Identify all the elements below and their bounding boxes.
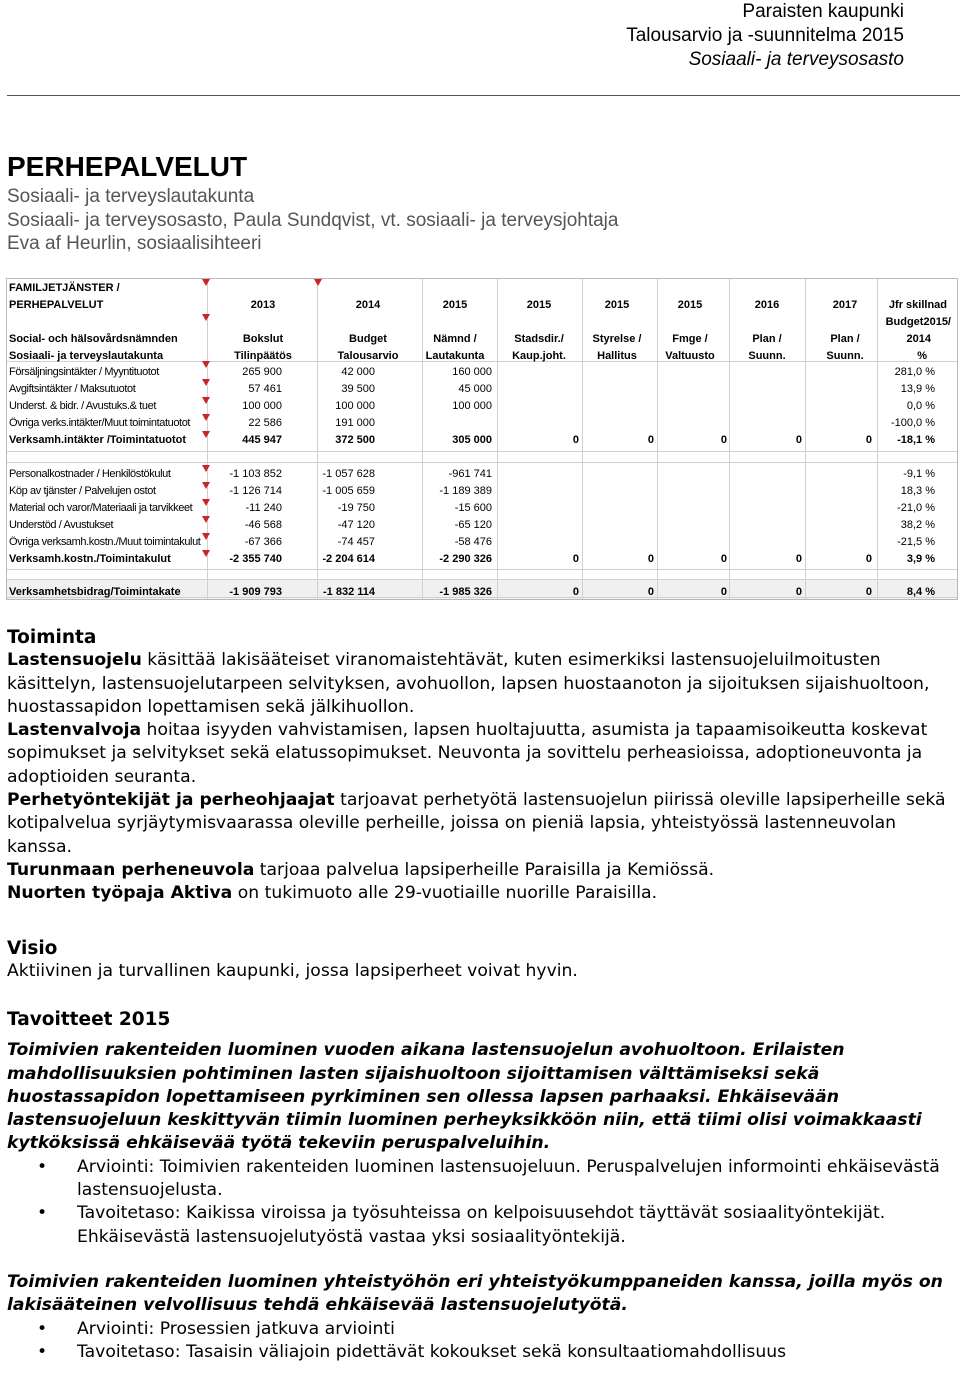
table-header-board-fi: Sosiaali- ja terveyslautakunta bbox=[9, 350, 164, 362]
column-type-sv: Nämnd / bbox=[433, 333, 477, 345]
goal-1-bullet-2 bbox=[7, 1202, 947, 1249]
comment-marker-icon bbox=[202, 314, 210, 321]
column-year: 2015 bbox=[442, 299, 468, 311]
goal-2: Toimivien rakenteiden luominen yhteistyöhön eri yhteistyökumppaneiden kanssa, joilla myös on lakisääteinen velvollisuus tehdä ehkäisevää lastensuojelutyötä. bbox=[7, 1271, 943, 1316]
net-total-row-value: 0 bbox=[720, 586, 727, 598]
column-type-sv: Plan / bbox=[752, 333, 782, 345]
grid-line bbox=[7, 462, 957, 463]
bullet-icon: • bbox=[37, 1203, 48, 1224]
cost-row-value: -1 189 389 bbox=[439, 485, 492, 497]
toiminta-paragraph-2 bbox=[7, 719, 947, 789]
table-header-title: PERHEPALVELUT bbox=[9, 299, 104, 311]
net-total-row-value: -1 832 114 bbox=[323, 586, 375, 598]
income-row-label: Försäljningsintäkter / Myyntituotot bbox=[9, 366, 159, 378]
column-type-fi: Suunn. bbox=[748, 350, 786, 362]
goal-2-bullet-2 bbox=[7, 1341, 947, 1364]
tavoitteet-section bbox=[7, 1008, 947, 1364]
grid-line bbox=[7, 579, 957, 580]
header-department: Sosiaali- ja terveysosasto bbox=[688, 49, 904, 70]
income-row-pct: 0,0 % bbox=[906, 400, 935, 412]
term-perhetyontekijat: Perhetyöntekijät ja perheohjaajat bbox=[7, 790, 335, 811]
income-row-value: 39 500 bbox=[341, 383, 375, 395]
goal-1: Toimivien rakenteiden luominen vuoden aikana lastensuojelun avohuoltoon. Erilaisten mahdollisuuksien pohtiminen lasten sijaishuoltoon sijoittamisen välttämiseksi sekä huostassapidon lopettamiseen pyrkiminen sen ollessa lapsen parhaaksi. Ehkäisevään lastensuojeluun keskittyvän tiimin luominen perheyksikköön niin, että tiimi olisi voimakkaasti kytköksissä ehkäisevää työtä tekeviin peruspalveluihin. bbox=[7, 1040, 922, 1154]
column-type-fi: Talousarvio bbox=[337, 350, 399, 362]
visio-heading: Visio bbox=[7, 938, 58, 959]
income-total-row-value: 372 500 bbox=[335, 434, 375, 446]
income-row-label: Underst. & bidr. / Avustuks.& tuet bbox=[9, 400, 157, 412]
cost-row-pct: -21,5 % bbox=[897, 536, 935, 548]
toiminta-paragraph-1 bbox=[7, 649, 947, 719]
grid-line bbox=[7, 451, 957, 452]
toiminta-section bbox=[7, 626, 947, 906]
cost-total-row-value: 0 bbox=[865, 553, 872, 565]
column-type-sv: Plan / bbox=[830, 333, 860, 345]
cost-row-label: Köp av tjänster / Palvelujen ostot bbox=[9, 485, 156, 497]
income-row-value: 100 000 bbox=[452, 400, 492, 412]
page-title: PERHEPALVELUT bbox=[7, 151, 248, 182]
cost-row-value: -961 741 bbox=[448, 468, 492, 480]
income-row-value: 100 000 bbox=[335, 400, 375, 412]
column-year: 2013 bbox=[250, 299, 276, 311]
tavoitteet-heading: Tavoitteet 2015 bbox=[7, 1009, 171, 1030]
cost-total-row-value: 0 bbox=[647, 553, 654, 565]
column-year: 2016 bbox=[754, 299, 780, 311]
text-perheneuvola: tarjoaa palvelua lapsiperheille Paraisilla ja Kemiössä. bbox=[254, 859, 715, 880]
subtitle-board: Sosiaali- ja terveyslautakunta bbox=[7, 186, 255, 207]
income-row-value: 42 000 bbox=[341, 366, 375, 378]
goal-1-evaluation: Arviointi: Toimivien rakenteiden luominen lastensuojeluun. Peruspalvelujen informointi ehkäisevästä lastensuojelusta. bbox=[77, 1156, 940, 1201]
income-row-value: 45 000 bbox=[458, 383, 492, 395]
visio-text: Aktiivinen ja turvallinen kaupunki, jossa lapsiperheet voivat hyvin. bbox=[7, 961, 578, 982]
cost-row-pct: -21,0 % bbox=[897, 502, 935, 514]
bullet-icon: • bbox=[37, 1318, 48, 1339]
toiminta-heading: Toiminta bbox=[7, 627, 97, 648]
term-lastensuojelu: Lastensuojelu bbox=[7, 650, 142, 671]
pct-header-3: 2014 bbox=[906, 333, 931, 345]
income-total-row-value: 305 000 bbox=[452, 434, 492, 446]
cost-total-row-value: -2 355 740 bbox=[229, 553, 282, 565]
income-total-row-value: 0 bbox=[720, 434, 727, 446]
header-org: Paraisten kaupunki bbox=[742, 1, 904, 22]
cost-total-row-value: 0 bbox=[572, 553, 579, 565]
table-header-fi-sv: FAMILJETJÄNSTER / bbox=[9, 282, 120, 294]
pct-header-1: Jfr skillnad bbox=[888, 299, 947, 311]
cost-total-row-pct: 3,9 % bbox=[906, 553, 935, 565]
cost-row-value: -67 366 bbox=[244, 536, 282, 548]
cost-row-value: -1 057 628 bbox=[322, 468, 375, 480]
cost-row-pct: -9,1 % bbox=[903, 468, 935, 480]
cost-row-value: -11 240 bbox=[245, 502, 282, 514]
column-type-sv: Bokslut bbox=[242, 333, 284, 345]
goal-2-target: Tavoitetaso: Tasaisin väliajoin pidettävät kokoukset sekä konsultaatiomahdollisuus bbox=[77, 1341, 787, 1362]
column-type-sv: Styrelse / bbox=[592, 333, 642, 345]
cost-row-label: Material och varor/Materiaali ja tarvikkeet bbox=[9, 502, 193, 514]
goal-2-bullet-1 bbox=[7, 1318, 947, 1341]
pct-header-2: Budget2015/ bbox=[885, 316, 951, 328]
cost-total-row-value: -2 290 326 bbox=[439, 553, 492, 565]
column-type-fi: Tilinpäätös bbox=[234, 350, 292, 362]
column-type-fi: Hallitus bbox=[597, 350, 637, 362]
income-row-pct: 281,0 % bbox=[894, 366, 935, 378]
income-total-row-value: 0 bbox=[795, 434, 802, 446]
cost-row-value: -19 750 bbox=[337, 502, 375, 514]
cost-row-value: -65 120 bbox=[454, 519, 492, 531]
cost-row-value: -74 457 bbox=[337, 536, 375, 548]
column-type-fi: Valtuusto bbox=[665, 350, 715, 362]
bullet-icon: • bbox=[37, 1156, 48, 1177]
income-row-value: 100 000 bbox=[242, 400, 282, 412]
cost-total-row-value: 0 bbox=[795, 553, 802, 565]
cost-total-row-value: 0 bbox=[720, 553, 727, 565]
income-total-row-value: 0 bbox=[647, 434, 654, 446]
income-total-row-label: Verksamh.intäkter /Toimintatuotot bbox=[9, 434, 187, 446]
term-tyopaja: Nuorten työpaja Aktiva bbox=[7, 883, 233, 904]
net-total-row-label: Verksamhetsbidrag/Toimintakate bbox=[9, 586, 181, 598]
income-total-row-value: 445 947 bbox=[242, 434, 282, 446]
income-row-pct: 13,9 % bbox=[900, 383, 935, 395]
column-type-sv: Stadsdir./ bbox=[514, 333, 564, 345]
cost-row-label: Personalkostnader / Henkilöstökulut bbox=[9, 468, 171, 480]
column-type-sv: Fmge / bbox=[672, 333, 708, 345]
budget-table bbox=[6, 278, 958, 600]
table-header-board-sv: Social- och hälsovårdsnämnden bbox=[9, 333, 178, 345]
column-year: 2015 bbox=[604, 299, 630, 311]
income-total-row-value: 0 bbox=[865, 434, 872, 446]
subtitle-block bbox=[7, 185, 618, 256]
toiminta-paragraph-3 bbox=[7, 789, 947, 859]
subtitle-department: Sosiaali- ja terveysosasto, Paula Sundqvist, vt. sosiaali- ja terveysjohtaja bbox=[7, 209, 619, 231]
header-divider bbox=[7, 95, 960, 96]
toiminta-paragraph-5 bbox=[7, 882, 947, 905]
column-year: 2017 bbox=[832, 299, 858, 311]
toiminta-paragraph-4 bbox=[7, 859, 947, 882]
text-lastenvalvoja: hoitaa isyyden vahvistamisen, lapsen huoltajuutta, asumista ja tapaamisoikeutta koskevat sopimukset ja selvitykset sekä elatussopimukset. Neuvonta ja sovittelu perheasioissa, adoptioneuvonta ja adoptioiden seuranta. bbox=[7, 720, 928, 787]
cost-row-label: Övriga verksamh.kostn./Muut toimintakulut bbox=[9, 536, 201, 548]
net-total-row-value: 0 bbox=[647, 586, 654, 598]
column-type-sv: Budget bbox=[349, 333, 387, 345]
goal-2-evaluation: Arviointi: Prosessien jatkuva arviointi bbox=[77, 1318, 395, 1339]
net-total-row-value: 0 bbox=[795, 586, 802, 598]
income-row-value: 265 900 bbox=[242, 366, 282, 378]
document-header bbox=[626, 0, 904, 72]
column-year: 2014 bbox=[355, 299, 381, 311]
bullet-icon: • bbox=[37, 1341, 48, 1362]
income-row-value: 57 461 bbox=[248, 383, 282, 395]
net-total-row-value: -1 985 326 bbox=[439, 586, 492, 598]
grid-line bbox=[7, 569, 957, 570]
term-lastenvalvoja: Lastenvalvoja bbox=[7, 720, 142, 741]
cost-row-pct: 38,2 % bbox=[900, 519, 935, 531]
pct-header-4: % bbox=[917, 350, 927, 362]
income-total-row-pct: -18,1 % bbox=[897, 434, 935, 446]
goal-1-target: Tavoitetaso: Kaikissa viroissa ja työsuhteissa on kelpoisuusehdot täyttävät sosiaalityöntekijät. Ehkäisevästä lastensuojelutyöstä vastaa yksi sosiaalityöntekijä. bbox=[77, 1203, 886, 1247]
cost-row-value: -1 005 659 bbox=[322, 485, 375, 497]
comment-marker-icon bbox=[314, 279, 322, 286]
goal-1-bullet-1 bbox=[7, 1156, 947, 1203]
cost-row-value: -1 126 714 bbox=[229, 485, 282, 497]
cost-row-value: -1 103 852 bbox=[229, 468, 282, 480]
income-row-label: Avgiftsintäkter / Maksutuotot bbox=[9, 383, 136, 395]
term-perheneuvola: Turunmaan perheneuvola bbox=[7, 859, 255, 880]
visio-section bbox=[7, 937, 947, 984]
column-year: 2015 bbox=[526, 299, 552, 311]
column-type-fi: Lautakunta bbox=[425, 350, 485, 362]
income-row-label: Övriga verks.intäkter/Muut toimintatuotot bbox=[9, 417, 191, 429]
cost-row-value: -46 568 bbox=[244, 519, 282, 531]
income-row-value: 160 000 bbox=[452, 366, 492, 378]
income-row-value: 191 000 bbox=[335, 417, 375, 429]
text-tyopaja: on tukimuoto alle 29-vuotiaille nuorille Paraisilla. bbox=[232, 883, 658, 904]
comment-marker-icon bbox=[202, 279, 210, 286]
text-lastensuojelu: käsittää lakisääteiset viranomaistehtävät, kuten esimerkiksi lastensuojeluilmoitusten käsittelyn, lastensuojelutarpeen selvityksen, avohuollon, lapsen huostaanoton ja sijoituksen sijaishuoltoon, huostassapidon lopettamisen sekä jälkihuollon. bbox=[7, 650, 930, 717]
cost-row-value: -47 120 bbox=[337, 519, 375, 531]
net-total-row-pct: 8,4 % bbox=[906, 586, 935, 598]
cost-row-value: -58 476 bbox=[454, 536, 492, 548]
column-type-fi: Kaup.joht. bbox=[512, 350, 566, 362]
cost-row-label: Understöd / Avustukset bbox=[9, 519, 114, 531]
column-type-fi: Suunn. bbox=[826, 350, 864, 362]
header-budget: Talousarvio ja -suunnitelma 2015 bbox=[626, 25, 904, 46]
subtitle-secretary: Eva af Heurlin, sosiaalisihteeri bbox=[7, 233, 262, 254]
cost-total-row-label: Verksamh.kostn./Toimintakulut bbox=[9, 553, 171, 565]
cost-row-value: -15 600 bbox=[454, 502, 492, 514]
cost-total-row-value: -2 204 614 bbox=[322, 553, 375, 565]
cost-row-pct: 18,3 % bbox=[900, 485, 935, 497]
column-year: 2015 bbox=[677, 299, 703, 311]
income-total-row-value: 0 bbox=[572, 434, 579, 446]
net-total-row-value: -1 909 793 bbox=[229, 586, 282, 598]
income-row-pct: -100,0 % bbox=[890, 417, 935, 429]
net-total-row-value: 0 bbox=[572, 586, 579, 598]
income-row-value: 22 586 bbox=[248, 417, 282, 429]
net-total-row-value: 0 bbox=[865, 586, 872, 598]
text-perhetyontekijat: tarjoavat perhetyötä lastensuojelun piirissä oleville lapsiperheille sekä kotipalvelua syrjäytymisvaarassa oleville perheille, joissa on pieniä lapsia, yhteistyössä lastenneuvolan kanssa. bbox=[7, 790, 946, 857]
